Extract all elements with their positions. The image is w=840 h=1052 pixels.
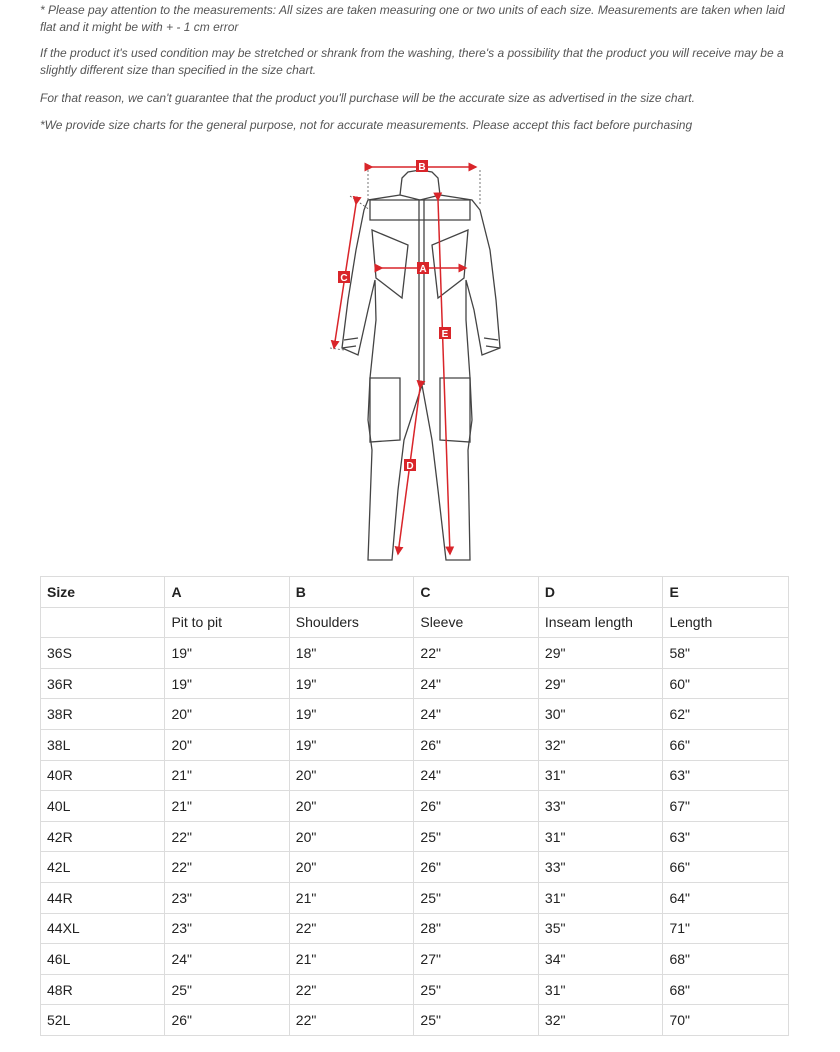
- measurement-cell: 22": [165, 821, 289, 852]
- measurement-cell: 29": [538, 668, 663, 699]
- coverall-measurement-diagram: [320, 150, 520, 565]
- header-e: E: [663, 577, 789, 608]
- measurement-cell: 71": [663, 913, 789, 944]
- measurement-cell: 63": [663, 821, 789, 852]
- measurement-cell: 33": [538, 852, 663, 883]
- table-row: [41, 974, 789, 1005]
- measurement-cell: 26": [414, 852, 539, 883]
- table-header-row: [41, 577, 789, 608]
- measurement-cell: 32": [538, 729, 663, 760]
- measurement-cell: 31": [538, 882, 663, 913]
- size-cell: 40L: [41, 791, 165, 822]
- header-a: A: [165, 577, 289, 608]
- header-d: D: [538, 577, 663, 608]
- measurement-cell: 22": [165, 852, 289, 883]
- measurement-cell: 24": [414, 760, 539, 791]
- subheader-a: Pit to pit: [165, 607, 289, 638]
- size-cell: 42L: [41, 852, 165, 883]
- measurement-cell: 20": [165, 729, 289, 760]
- table-row: [41, 729, 789, 760]
- measurement-cell: 62": [663, 699, 789, 730]
- note-no-guarantee: For that reason, we can't guarantee that the product you'll purchase will be the accurate size as advertised in the size chart.: [40, 91, 695, 105]
- measurement-cell: 26": [414, 791, 539, 822]
- subheader-b: Shoulders: [289, 607, 414, 638]
- label-e: E: [441, 329, 449, 340]
- measurement-cell: 21": [289, 944, 414, 975]
- measurement-cell: 24": [165, 944, 289, 975]
- measurement-cell: 33": [538, 791, 663, 822]
- table-row: [41, 913, 789, 944]
- measurement-cell: 19": [289, 699, 414, 730]
- measurement-cell: 25": [414, 882, 539, 913]
- measurement-cell: 19": [165, 638, 289, 669]
- table-row: [41, 760, 789, 791]
- size-cell: 44R: [41, 882, 165, 913]
- measurement-cell: 31": [538, 821, 663, 852]
- measurement-cell: 23": [165, 882, 289, 913]
- measurement-cell: 25": [414, 974, 539, 1005]
- table-subheader-row: [41, 607, 789, 638]
- measurement-cell: 64": [663, 882, 789, 913]
- size-cell: 44XL: [41, 913, 165, 944]
- table-row: [41, 1005, 789, 1036]
- table-row: [41, 821, 789, 852]
- measurement-cell: 20": [165, 699, 289, 730]
- measurement-cell: 24": [414, 699, 539, 730]
- label-c: C: [340, 273, 348, 284]
- note-measurements: * Please pay attention to the measurements: All sizes are taken measuring one or two units of each size. Measurements are taken when laid flat and it might be with + - 1 cm error: [40, 3, 785, 34]
- note-used-condition: If the product it's used condition may be stretched or shrank from the washing, there's a possibility that the product you will receive may be a slightly different size than specified in the size chart.: [40, 46, 784, 77]
- size-cell: 46L: [41, 944, 165, 975]
- table-row: [41, 882, 789, 913]
- subheader-c: Sleeve: [414, 607, 539, 638]
- size-cell: 38L: [41, 729, 165, 760]
- measurement-cell: 31": [538, 760, 663, 791]
- measurement-cell: 29": [538, 638, 663, 669]
- measurement-cell: 18": [289, 638, 414, 669]
- label-d: D: [406, 461, 414, 472]
- measurement-cell: 67": [663, 791, 789, 822]
- coverall-outline: [342, 170, 500, 560]
- measurement-cell: 23": [165, 913, 289, 944]
- header-size: Size: [41, 577, 165, 608]
- header-b: B: [289, 577, 414, 608]
- subheader-size: [41, 607, 165, 638]
- size-cell: 36S: [41, 638, 165, 669]
- size-cell: 52L: [41, 1005, 165, 1036]
- header-c: C: [414, 577, 539, 608]
- measurement-cell: 20": [289, 760, 414, 791]
- measurement-cell: 68": [663, 944, 789, 975]
- table-row: [41, 699, 789, 730]
- measurement-cell: 28": [414, 913, 539, 944]
- measurement-cell: 21": [165, 760, 289, 791]
- measurement-cell: 25": [165, 974, 289, 1005]
- size-chart-table: [40, 576, 789, 1036]
- label-b: B: [418, 162, 426, 173]
- measurement-cell: 22": [289, 974, 414, 1005]
- measurement-cell: 34": [538, 944, 663, 975]
- size-cell: 40R: [41, 760, 165, 791]
- measurement-cell: 30": [538, 699, 663, 730]
- measurement-cell: 20": [289, 791, 414, 822]
- table-row: [41, 944, 789, 975]
- measurement-cell: 19": [289, 668, 414, 699]
- table-row: [41, 638, 789, 669]
- measurement-cell: 22": [289, 913, 414, 944]
- measurement-cell: 68": [663, 974, 789, 1005]
- measurement-cell: 21": [165, 791, 289, 822]
- table-row: [41, 791, 789, 822]
- note-general-purpose: *We provide size charts for the general purpose, not for accurate measurements. Please accept this fact before purchasing: [40, 118, 693, 132]
- measurement-cell: 22": [289, 1005, 414, 1036]
- measurement-cell: 22": [414, 638, 539, 669]
- size-cell: 48R: [41, 974, 165, 1005]
- measurement-cell: 20": [289, 852, 414, 883]
- size-cell: 38R: [41, 699, 165, 730]
- measurement-cell: 19": [289, 729, 414, 760]
- measurement-cell: 58": [663, 638, 789, 669]
- subheader-e: Length: [663, 607, 789, 638]
- measurement-cell: 25": [414, 1005, 539, 1036]
- size-cell: 42R: [41, 821, 165, 852]
- label-a: A: [419, 264, 427, 275]
- measurement-cell: 27": [414, 944, 539, 975]
- measurement-cell: 26": [414, 729, 539, 760]
- measurement-cell: 70": [663, 1005, 789, 1036]
- table-row: [41, 668, 789, 699]
- measurement-cell: 25": [414, 821, 539, 852]
- measurement-cell: 60": [663, 668, 789, 699]
- measurement-cell: 24": [414, 668, 539, 699]
- measurement-cell: 31": [538, 974, 663, 1005]
- table-row: [41, 852, 789, 883]
- subheader-d: Inseam length: [538, 607, 663, 638]
- measurement-cell: 66": [663, 729, 789, 760]
- measurement-cell: 19": [165, 668, 289, 699]
- measurement-cell: 20": [289, 821, 414, 852]
- measurement-cell: 21": [289, 882, 414, 913]
- measurement-cell: 26": [165, 1005, 289, 1036]
- measurement-cell: 63": [663, 760, 789, 791]
- size-cell: 36R: [41, 668, 165, 699]
- measurement-cell: 32": [538, 1005, 663, 1036]
- measurement-cell: 66": [663, 852, 789, 883]
- measurement-cell: 35": [538, 913, 663, 944]
